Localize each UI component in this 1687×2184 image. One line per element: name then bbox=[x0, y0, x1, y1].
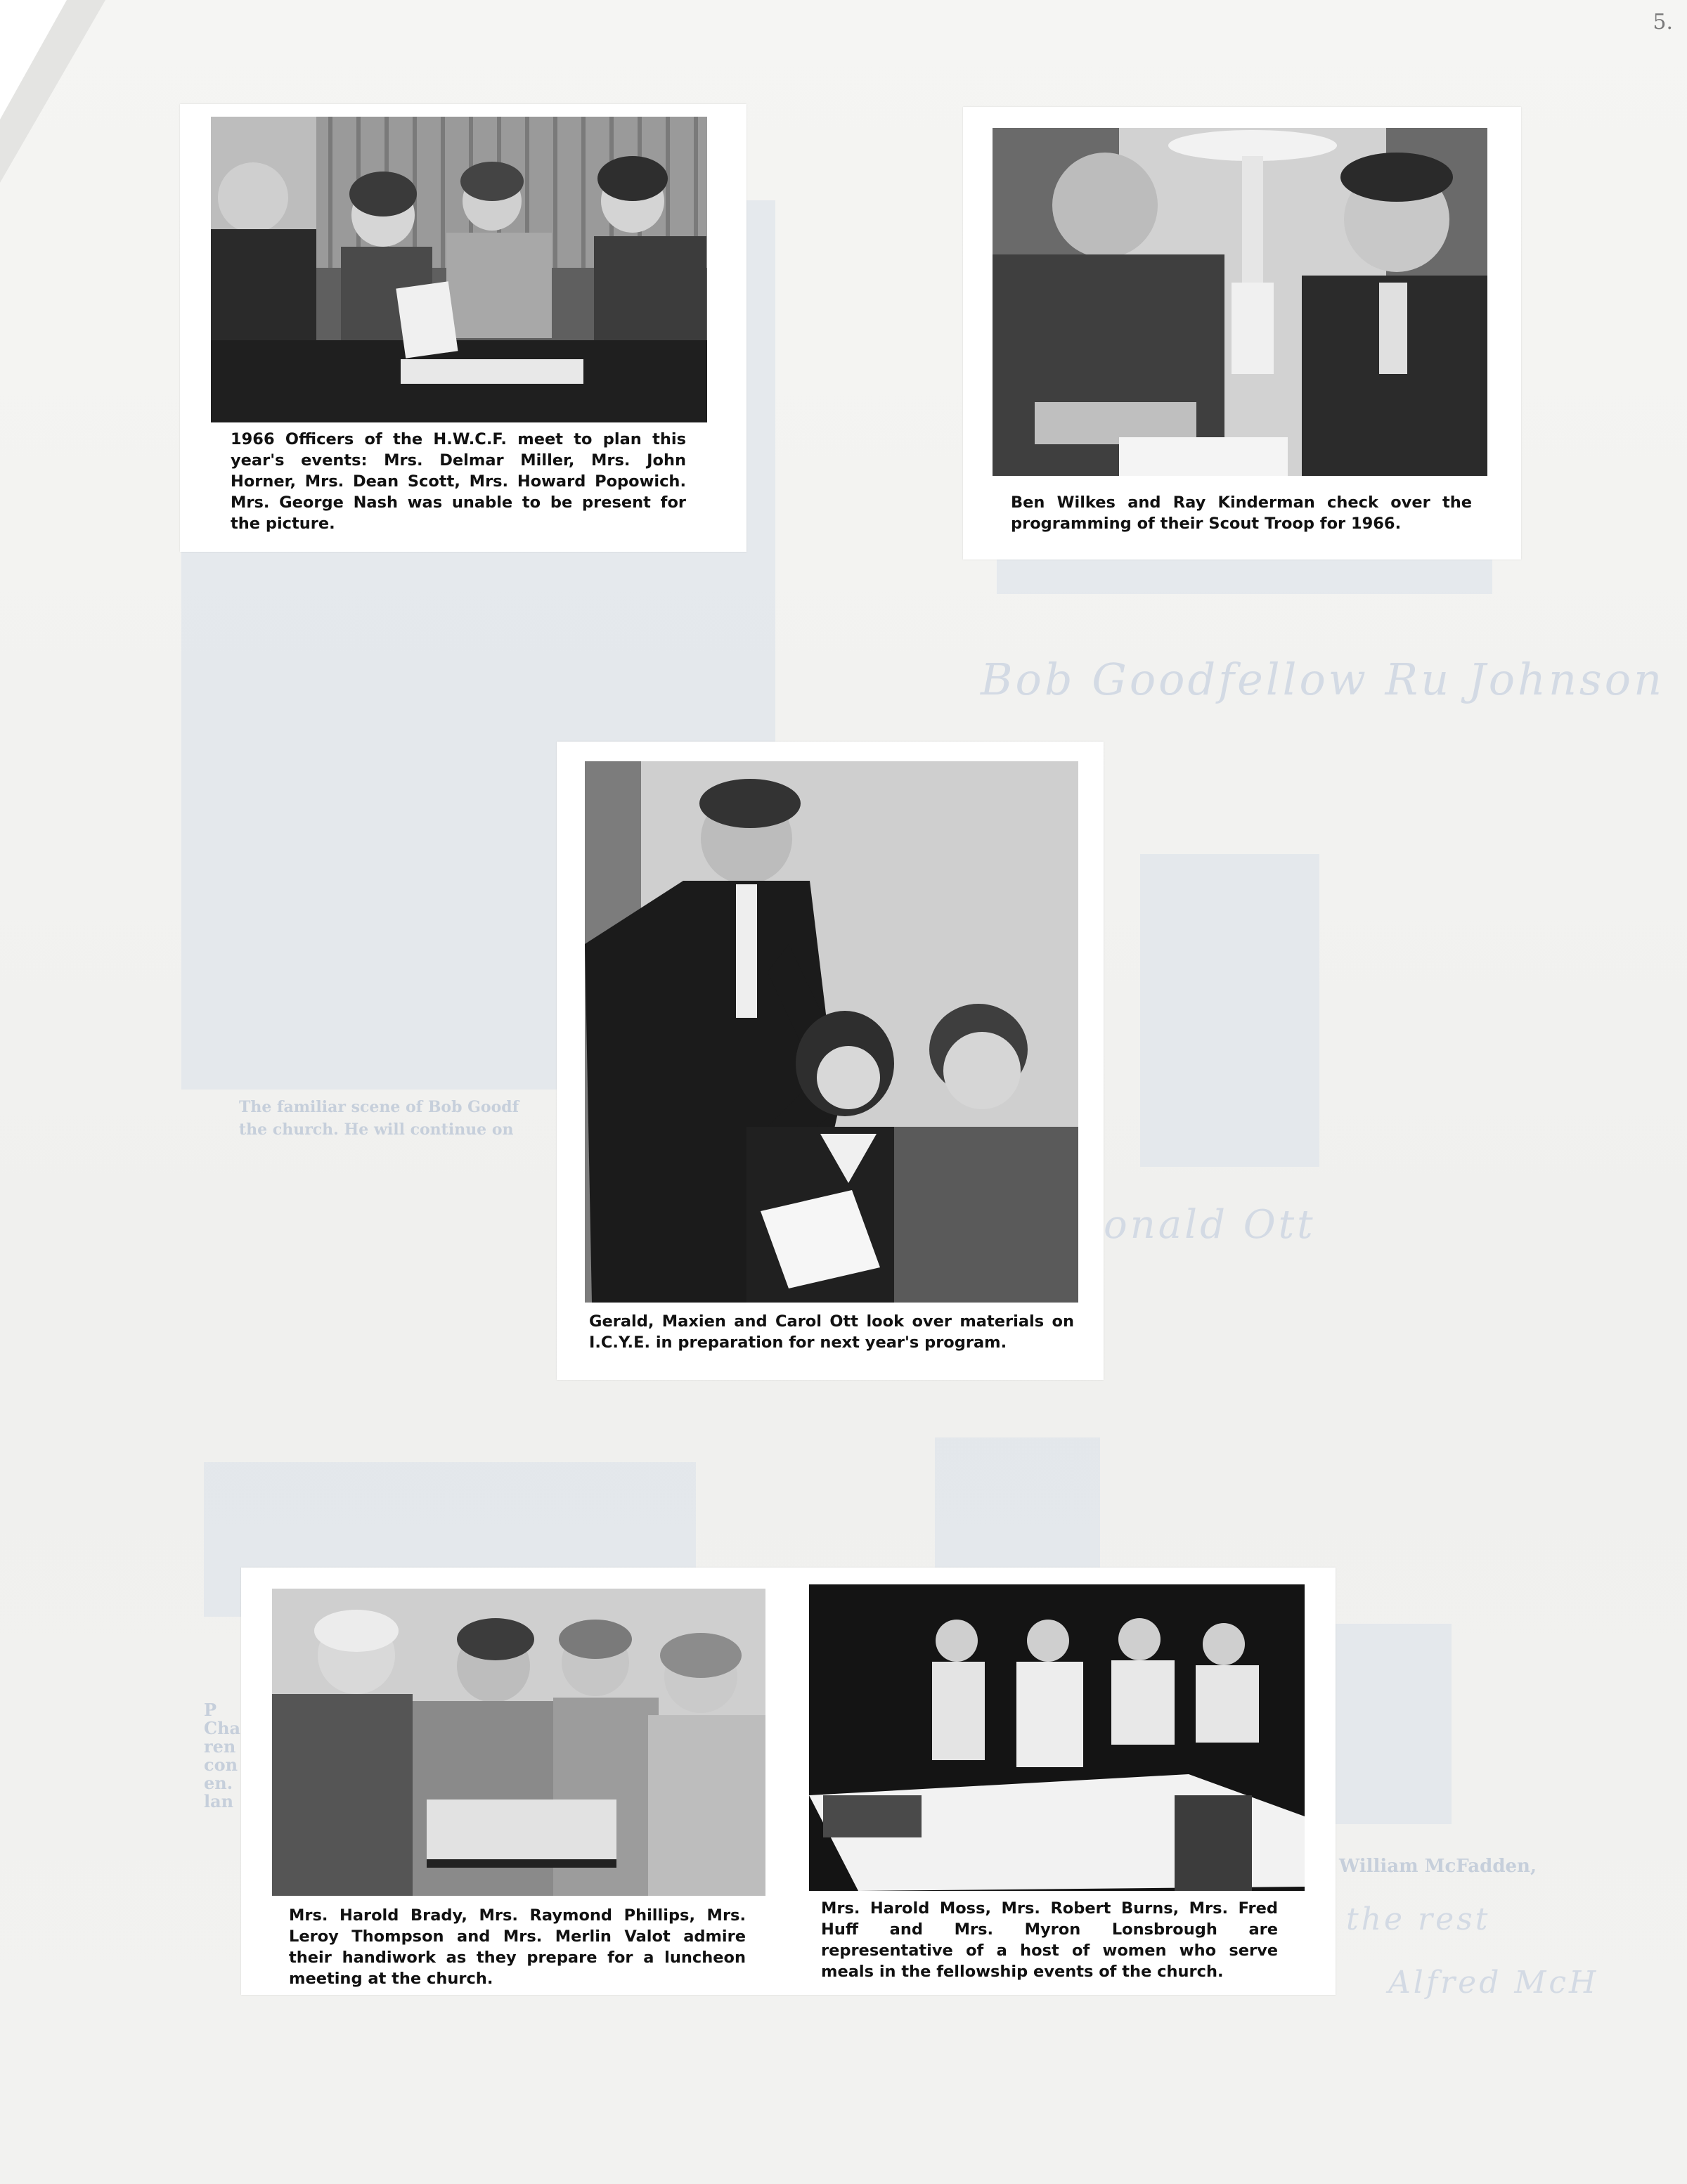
bleed-through-strip-right bbox=[997, 559, 1492, 594]
luncheon-caption: Mrs. Harold Brady, Mrs. Raymond Phillips, Mrs. Leroy Thompson and Mrs. Merlin Valot admire their handiwork as they prepare for a luncheon meeting at the church. bbox=[289, 1906, 746, 1988]
bleed-through-side-fragment-line: ren bbox=[204, 1736, 236, 1757]
bleed-through-handwriting-top: Bob Goodfellow Ru Johnson bbox=[981, 654, 1665, 705]
photo-card-icye bbox=[557, 742, 1104, 1380]
bleed-through-handwriting-bottom-1: the rest bbox=[1346, 1901, 1491, 1937]
scouts-caption: Ben Wilkes and Ray Kinderman check over the programming of their Scout Troop for 1966. bbox=[1011, 493, 1472, 533]
photo-card-officers bbox=[180, 104, 746, 552]
photo-card-bottom-row bbox=[241, 1568, 1336, 1995]
bleed-through-side-fragment-line: Cha bbox=[204, 1718, 241, 1738]
photo-card-scouts bbox=[963, 107, 1521, 560]
two-men-with-lamp-photo bbox=[993, 128, 1487, 476]
page-number: 5. bbox=[1653, 10, 1673, 34]
bleed-through-portrait-right bbox=[1140, 854, 1319, 1167]
women-with-tray-photo bbox=[272, 1589, 765, 1896]
bleed-through-caption-line-2: the church. He will continue on bbox=[239, 1120, 514, 1139]
bleed-through-side-fragments bbox=[204, 1701, 246, 1811]
bleed-through-side-fragment-line: P bbox=[204, 1700, 217, 1720]
bleed-through-side-fragment-line: con bbox=[204, 1755, 238, 1775]
bleed-through-printed-name: William McFadden, bbox=[1339, 1856, 1537, 1877]
four-women-at-table-photo bbox=[211, 117, 707, 422]
fellowship-caption: Mrs. Harold Moss, Mrs. Robert Burns, Mrs. Fred Huff and Mrs. Myron Lonsbrough are representative of a host of women who serve meals in the fellowship events of the church. bbox=[821, 1899, 1278, 1981]
women-setting-table-photo bbox=[809, 1584, 1305, 1891]
officers-caption: 1966 Officers of the H.W.C.F. meet to plan this year's events: Mrs. Delmar Miller, Mrs. John Horner, Mrs. Dean Scott, Mrs. Howard Popowich. Mrs. George Nash was unable to be present for the picture. bbox=[231, 430, 686, 533]
family-reading-papers-photo bbox=[585, 761, 1078, 1303]
bleed-through-portrait-bottom-right bbox=[1325, 1624, 1452, 1824]
bleed-through-handwriting-middle: onald Ott bbox=[1104, 1202, 1316, 1248]
bleed-through-caption-line-1: The familiar scene of Bob Goodf bbox=[239, 1098, 519, 1116]
bleed-through-side-fragment-line: lan bbox=[204, 1791, 234, 1811]
folded-corner-highlight bbox=[0, 0, 67, 119]
bleed-through-handwriting-bottom-2: Alfred McH bbox=[1388, 1965, 1599, 2001]
bleed-through-side-fragment-line: en. bbox=[204, 1773, 233, 1793]
icye-caption: Gerald, Maxien and Carol Ott look over materials on I.C.Y.E. in preparation for next year's program. bbox=[589, 1312, 1074, 1352]
